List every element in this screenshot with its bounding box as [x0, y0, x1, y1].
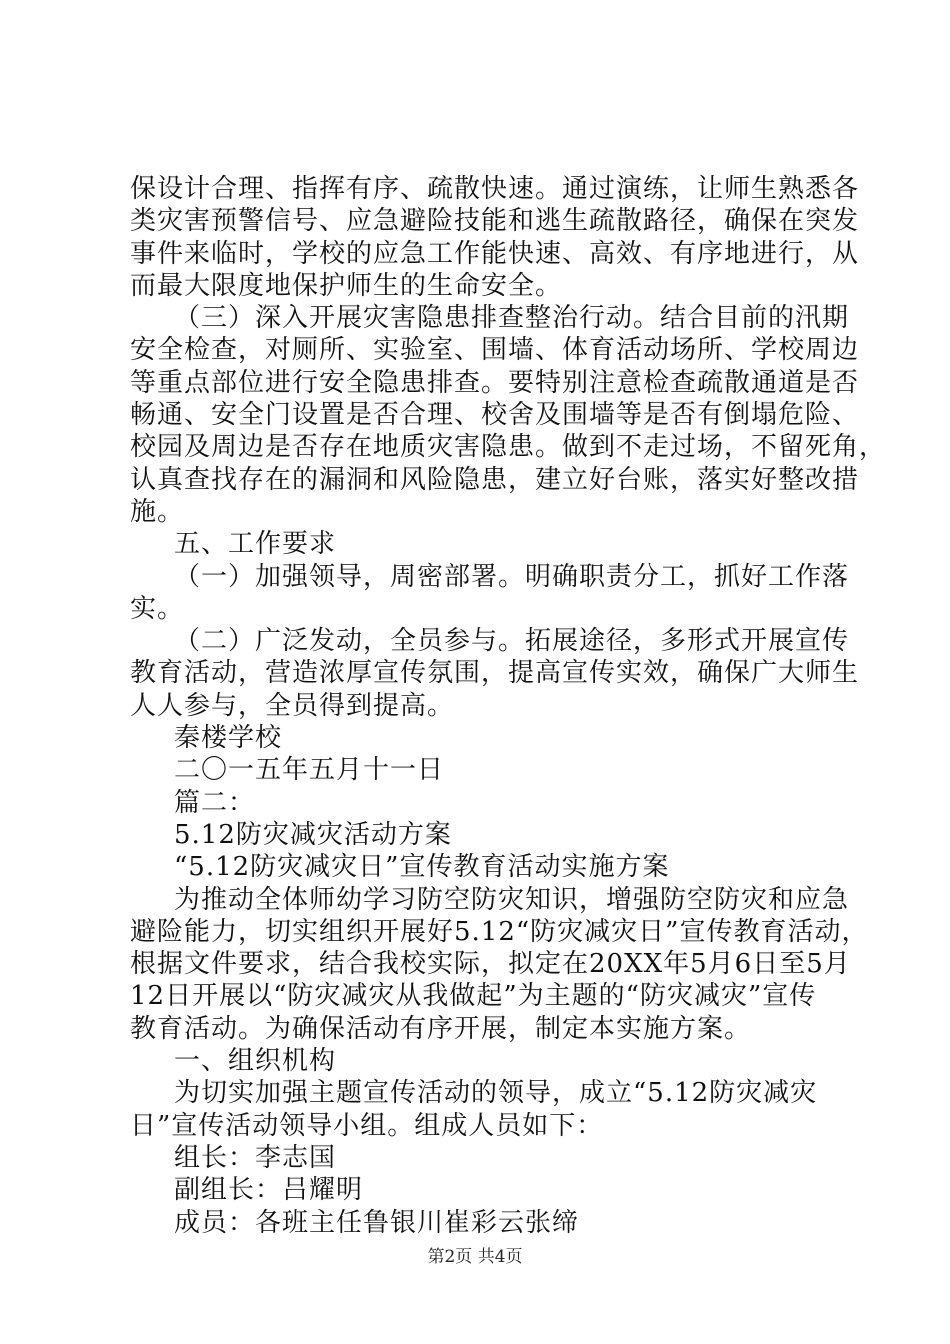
text-line: 事件来临时，学校的应急工作能快速、高效、有序地进行，从	[130, 238, 860, 269]
text-line: 保设计合理、指挥有序、疏散快速。通过演练，让师生熟悉各	[130, 174, 860, 204]
plan-subtitle: “5.12防灾减灾日”宣传教育活动实施方案	[174, 852, 670, 883]
part-heading: 篇二：	[174, 787, 256, 818]
page-footer: 第2页 共4页	[427, 1247, 523, 1267]
text-line: 教育活动。为确保活动有序开展，制定本实施方案。	[130, 1013, 752, 1044]
text-line: 人人参与，全员得到提高。	[130, 690, 455, 721]
document-date: 二〇一五年五月十一日	[174, 755, 445, 786]
text-line: （三）深入开展灾害隐患排查整治行动。结合目前的汛期	[174, 303, 850, 334]
text-line: 成员：各班主任鲁银川崔彩云张缔	[174, 1207, 580, 1238]
text-line: 为推动全体师幼学习防空防灾知识，增强防空防灾和应急	[174, 884, 850, 915]
plan-title: 5.12防灾减灾活动方案	[174, 819, 452, 850]
text-line: 认真查找存在的漏洞和风险隐患，建立好台账，落实好整改措	[130, 464, 860, 495]
text-line: 12日开展以“防灾减灾从我做起”为主题的“防灾减灾”宣传	[130, 981, 817, 1012]
text-line: 实。	[130, 593, 185, 624]
text-line: 日”宣传活动领导小组。组成人员如下：	[130, 1110, 604, 1141]
section-heading: 五、工作要求	[174, 529, 337, 560]
text-line: 畅通、安全门设置是否合理、校舍及围墙等是否有倒塌危险、	[130, 400, 860, 431]
text-line: 施。	[130, 496, 185, 527]
text-line: 而最大限度地保护师生的生命安全。	[130, 270, 563, 301]
text-line: 组长：李志国	[174, 1142, 337, 1173]
section-heading: 一、组织机构	[174, 1046, 337, 1077]
text-line: 校园及周边是否存在地质灾害隐患。做到不走过场，不留死角，	[130, 432, 887, 463]
text-line: （一）加强领导，周密部署。明确职责分工，抓好工作落	[174, 561, 850, 592]
text-line: 类灾害预警信号、应急避险技能和逃生疏散路径，确保在突发	[130, 206, 860, 237]
text-line: 安全检查，对厕所、实验室、围墙、体育活动场所、学校周边	[130, 335, 860, 366]
document-body	[130, 173, 887, 1239]
school-name: 秦楼学校	[174, 723, 283, 754]
text-line: 等重点部位进行安全隐患排查。要特别注意检查疏散通道是否	[130, 367, 860, 398]
text-line: （二）广泛发动，全员参与。拓展途径，多形式开展宣传	[174, 626, 850, 657]
text-line: 副组长：吕耀明	[174, 1175, 364, 1206]
text-line: 为切实加强主题宣传活动的领导，成立“5.12防灾减灾	[174, 1078, 818, 1109]
text-line: 避险能力，切实组织开展好5.12“防灾减灾日”宣传教育活动，	[130, 916, 869, 947]
text-line: 根据文件要求，结合我校实际，拟定在20XX年5月6日至5月	[130, 949, 851, 980]
text-line: 教育活动，营造浓厚宣传氛围，提高宣传实效，确保广大师生	[130, 658, 860, 689]
